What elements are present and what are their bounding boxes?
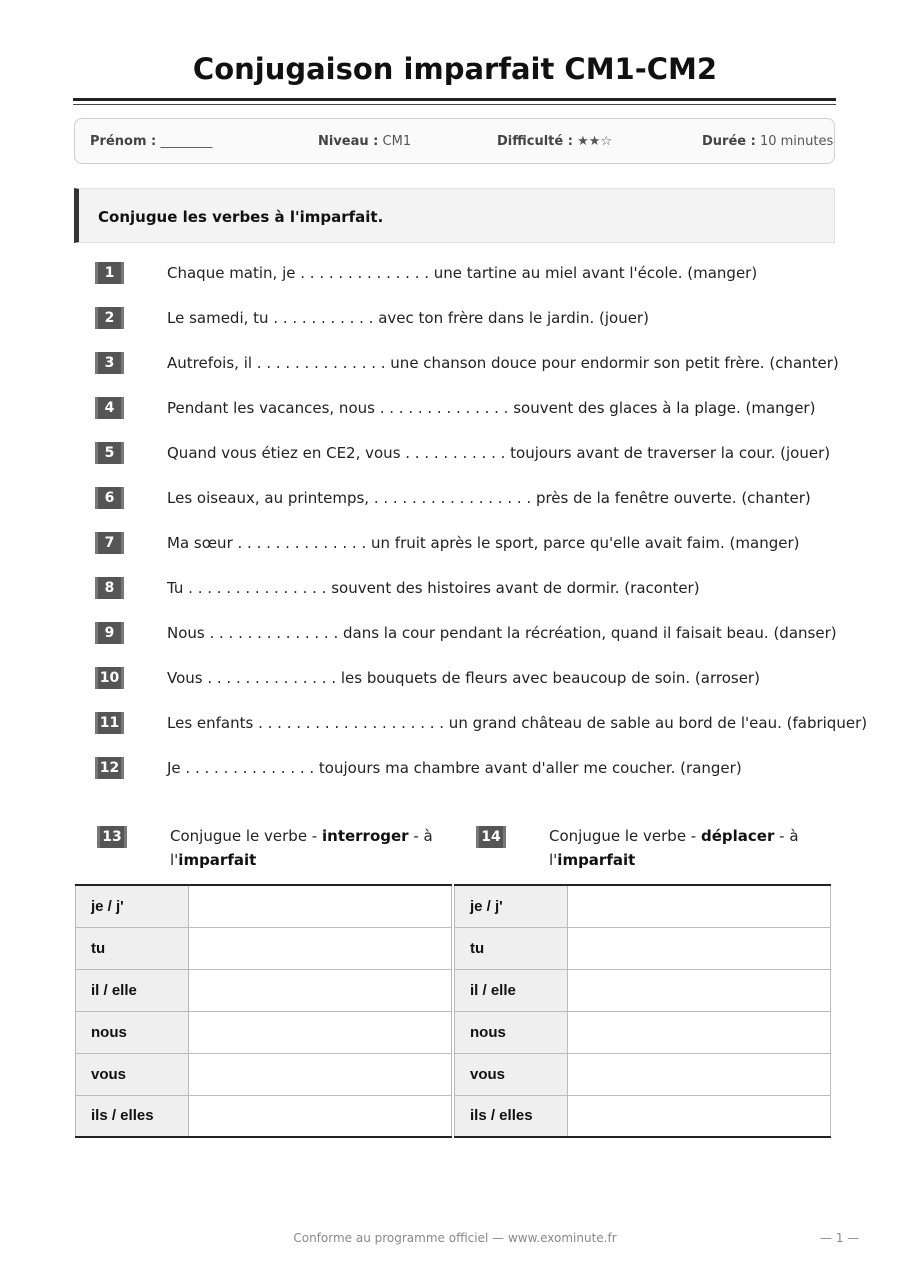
question-number: 1 <box>95 262 124 284</box>
question-number: 2 <box>95 307 124 329</box>
prompt-line2-prefix: l' <box>170 851 179 869</box>
answer-cell[interactable] <box>568 1053 831 1095</box>
question-text: Vous . . . . . . . . . . . . . . les bouquets de fleurs avec beaucoup de soin. (arroser) <box>167 669 760 687</box>
question-row <box>95 757 855 781</box>
question-text: Chaque matin, je . . . . . . . . . . . . . . une tartine au miel avant l'école. (manger) <box>167 264 758 282</box>
pronoun-cell: il / elle <box>455 969 568 1011</box>
table-row <box>76 927 452 969</box>
exercise-instruction: Conjugue les verbes à l'imparfait. <box>74 188 835 243</box>
question-number: 6 <box>95 487 124 509</box>
question-row <box>95 487 855 511</box>
question-row <box>95 622 855 646</box>
prenom-label: Prénom : <box>90 134 157 149</box>
pronoun-cell: nous <box>455 1011 568 1053</box>
prompt-line2-prefix: l' <box>549 851 558 869</box>
question-row <box>95 352 855 376</box>
info-niveau <box>318 134 411 149</box>
table-row <box>455 1011 831 1053</box>
answer-cell[interactable] <box>568 1095 831 1137</box>
question-number: 13 <box>97 826 127 848</box>
question-row <box>95 532 855 556</box>
question-text: Les oiseaux, au printemps, . . . . . . . . . . . . . . . . . près de la fenêtre ouverte. (chanter) <box>167 489 811 507</box>
page-title: Conjugaison imparfait CM1-CM2 <box>192 52 718 86</box>
question-text: Tu . . . . . . . . . . . . . . . souvent des histoires avant de dormir. (raconter) <box>167 579 700 597</box>
pronoun-cell: tu <box>455 927 568 969</box>
question-number: 12 <box>95 757 124 779</box>
table-row <box>76 969 452 1011</box>
question-number: 14 <box>476 826 506 848</box>
question-number: 11 <box>95 712 124 734</box>
duree-label: Durée : <box>702 134 756 149</box>
question-text: Ma sœur . . . . . . . . . . . . . . un fruit après le sport, parce qu'elle avait faim. (manger) <box>167 534 800 552</box>
pronoun-cell: nous <box>76 1011 189 1053</box>
answer-cell[interactable] <box>568 885 831 927</box>
table-row <box>76 1011 452 1053</box>
difficulte-label: Difficulté : <box>497 134 573 149</box>
question-text: Autrefois, il . . . . . . . . . . . . . . une chanson douce pour endormir son petit frère. (chanter) <box>167 354 839 372</box>
question-row <box>95 667 855 691</box>
answer-cell[interactable] <box>189 1095 452 1137</box>
duree-value: 10 minutes <box>759 134 834 149</box>
footer-text: Conforme au programme officiel — www.exominute.fr <box>293 1231 617 1245</box>
info-prenom <box>90 134 212 149</box>
table-row <box>455 969 831 1011</box>
conjugation-table-interroger <box>75 884 452 1138</box>
table-row <box>76 1095 452 1137</box>
info-duree <box>702 134 833 149</box>
answer-cell[interactable] <box>189 1011 452 1053</box>
table-row <box>76 885 452 927</box>
question-number: 5 <box>95 442 124 464</box>
title-underline <box>73 98 836 101</box>
answer-cell[interactable] <box>189 927 452 969</box>
answer-cell[interactable] <box>189 969 452 1011</box>
pronoun-cell: tu <box>76 927 189 969</box>
question-number: 9 <box>95 622 124 644</box>
niveau-label: Niveau : <box>318 134 379 149</box>
answer-cell[interactable] <box>189 1053 452 1095</box>
question-row <box>95 397 855 421</box>
prompt-verb: déplacer <box>701 827 775 845</box>
pronoun-cell: il / elle <box>76 969 189 1011</box>
question-number: 7 <box>95 532 124 554</box>
question-number: 8 <box>95 577 124 599</box>
question-row <box>95 307 855 331</box>
table-row <box>455 885 831 927</box>
prompt-middle: - à <box>408 827 433 845</box>
question-row <box>95 577 855 601</box>
question-number: 4 <box>95 397 124 419</box>
question-text: Nous . . . . . . . . . . . . . . dans la cour pendant la récréation, quand il faisait beau. (danser) <box>167 624 837 642</box>
pronoun-cell: ils / elles <box>76 1095 189 1137</box>
question-number: 10 <box>95 667 124 689</box>
table-row <box>455 1053 831 1095</box>
pronoun-cell: ils / elles <box>455 1095 568 1137</box>
niveau-value: CM1 <box>382 134 412 149</box>
table-row <box>455 1095 831 1137</box>
page-number: — 1 — <box>820 1231 860 1245</box>
answer-cell[interactable] <box>568 1011 831 1053</box>
question-number: 3 <box>95 352 124 374</box>
pronoun-cell: vous <box>455 1053 568 1095</box>
pronoun-cell: vous <box>76 1053 189 1095</box>
difficulte-stars: ★★☆ <box>577 134 613 149</box>
answer-cell[interactable] <box>568 927 831 969</box>
question-row <box>95 262 855 286</box>
prompt-prefix: Conjugue le verbe - <box>549 827 701 845</box>
question-text: Les enfants . . . . . . . . . . . . . . . . . . . . un grand château de sable au bord de l'eau. (fabriquer) <box>167 714 868 732</box>
pronoun-cell: je / j' <box>455 885 568 927</box>
prenom-value: ________ <box>160 134 213 149</box>
prompt-tense: imparfait <box>557 851 636 869</box>
pronoun-cell: je / j' <box>76 885 189 927</box>
prompt-verb: interroger <box>322 827 409 845</box>
conjugation-prompt <box>549 824 799 872</box>
conjugation-prompt <box>170 824 433 872</box>
answer-cell[interactable] <box>189 885 452 927</box>
question-text: Quand vous étiez en CE2, vous . . . . . . . . . . . toujours avant de traverser la cour. (jouer) <box>167 444 831 462</box>
table-row <box>76 1053 452 1095</box>
title-underline-thin <box>73 104 836 105</box>
prompt-tense: imparfait <box>178 851 257 869</box>
question-row <box>95 712 868 736</box>
question-row <box>95 442 855 466</box>
prompt-prefix: Conjugue le verbe - <box>170 827 322 845</box>
question-text: Je . . . . . . . . . . . . . . toujours ma chambre avant d'aller me coucher. (ranger) <box>167 759 742 777</box>
prompt-middle: - à <box>774 827 799 845</box>
info-box <box>74 118 835 164</box>
answer-cell[interactable] <box>568 969 831 1011</box>
info-difficulte <box>497 134 612 149</box>
conjugation-table-deplacer <box>454 884 831 1138</box>
question-text: Pendant les vacances, nous . . . . . . . . . . . . . . souvent des glaces à la plage. (manger) <box>167 399 816 417</box>
question-text: Le samedi, tu . . . . . . . . . . . avec ton frère dans le jardin. (jouer) <box>167 309 649 327</box>
table-row <box>455 927 831 969</box>
